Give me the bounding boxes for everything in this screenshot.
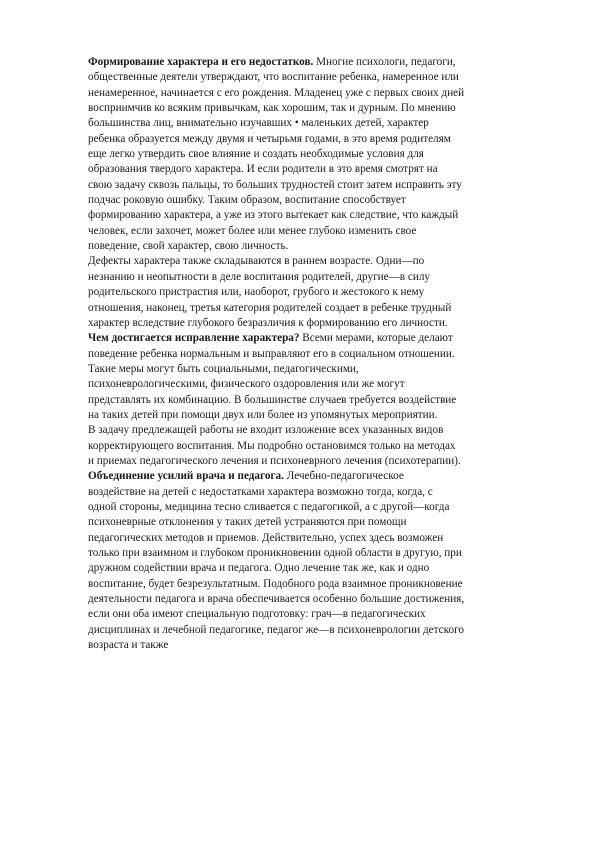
- body-text: Дефекты характера также складываются в раннем возрасте. Одни—по: [88, 255, 425, 268]
- body-text: только при взаимном и глубоком проникновении одной области в другую, при: [88, 547, 462, 559]
- body-text: воздействие на детей с недостатками характера возможно тогда, когда, с: [88, 485, 433, 498]
- body-text: образования твердого характера. И если родители в это время смотрят на: [88, 163, 438, 176]
- body-text: на таких детей при помощи двух или более из упомянутых мероприятии.: [88, 408, 438, 421]
- body-text: психоневрные отклонения у таких детей устраняются при помощи: [88, 516, 407, 529]
- text-line: [88, 377, 558, 392]
- text-line: [88, 193, 558, 208]
- text-line: [88, 270, 558, 285]
- text-line: [88, 423, 558, 438]
- body-text: еще легко утвердить свое влияние и создать необходимые условия для: [88, 148, 424, 161]
- body-text: формированию характера, а уже из этого вытекает как следствие, что каждый: [88, 209, 459, 222]
- text-line: [88, 439, 558, 454]
- text-line: [88, 70, 558, 85]
- bold-heading-text: Объединение усилий врача и педагога.: [88, 470, 284, 483]
- text-line: [88, 638, 558, 653]
- text-line: [88, 254, 558, 269]
- body-text: человек, если захочет, может более или менее глубоко изменить свое: [88, 224, 417, 237]
- body-text: дисциплинах и лечебной педагогике, педагог же—в психоневрологии детского: [88, 623, 464, 636]
- body-text: характер вследствие глубокого безразличия к формированию его личности.: [88, 316, 448, 329]
- body-text: воспитание, будет безрезультатным. Подобного рода взаимное проникновение: [88, 577, 463, 590]
- body-text: ненамеренное, начинается с его рождения. Младенец уже с первых своих дней: [88, 86, 465, 99]
- body-text: родительского пристрастия или, наоборот, грубого и жестокого к нему: [88, 286, 425, 299]
- text-line: [88, 531, 558, 546]
- text-line: [88, 362, 558, 377]
- text-line: [88, 224, 558, 239]
- body-text: Такие меры могут быть социальными, педагогическими,: [88, 362, 359, 375]
- body-text: представлять их комбинацию. В большинстве случаев требуется воздействие: [88, 393, 457, 406]
- body-text: свою задачу сквозь пальцы, то больших трудностей стоит затем исправить эту: [88, 178, 462, 191]
- body-text: большинства лиц, внимательно изучавших • маленьких детей, характер: [88, 117, 429, 130]
- text-line: [88, 101, 558, 116]
- text-line: [88, 316, 558, 331]
- body-text: Всеми мерами, которые делают: [299, 332, 453, 345]
- text-line: [88, 132, 558, 147]
- text-line: [88, 86, 558, 101]
- body-text: незнанию и неопытности в деле воспитания родителей, другие—в силу: [88, 270, 431, 283]
- text-line: [88, 55, 558, 70]
- text-line: [88, 469, 558, 484]
- text-line: [88, 592, 558, 607]
- bold-heading-text: Чем достигается исправление характера?: [88, 332, 300, 345]
- body-text: возраста и также: [88, 639, 169, 652]
- body-text: общественные деятели утверждают, что воспитание ребенка, намеренное или: [88, 71, 459, 84]
- text-line: [88, 515, 558, 530]
- text-line: [88, 454, 558, 469]
- text-line: [88, 408, 558, 423]
- text-line: [88, 301, 558, 316]
- text-line: [88, 239, 558, 254]
- body-text: дружном содействии врача и педагога. Одно лечение так же, как и одно: [88, 562, 430, 575]
- body-text: Многие психологи, педагоги,: [313, 56, 456, 68]
- paragraph: [88, 331, 558, 423]
- text-line: [88, 116, 558, 131]
- body-text: поведение, свой характер, свою личность.: [88, 240, 289, 253]
- text-line: [88, 500, 558, 515]
- body-text: психоневрологическими, физического оздоровления или же могут: [88, 378, 405, 391]
- text-line: [88, 147, 558, 162]
- body-text: корректирующего воспитания. Мы подробно остановимся только на методах: [88, 439, 456, 452]
- text-line: [88, 331, 558, 346]
- body-text: подчас роковую ошибку. Таким образом, воспитание способствует: [88, 194, 406, 207]
- text-line: [88, 546, 558, 561]
- text-line: [88, 607, 558, 622]
- body-text: Лечебно-педагогическое: [283, 470, 404, 483]
- body-text: педагогических методов и приемов. Действительно, успех здесь возможен: [88, 531, 444, 544]
- body-text: ребенка образуется между двумя и четырьмя годами, в это время родителям: [88, 132, 451, 145]
- body-text: В задачу предлежащей работы не входит изложение всех указанных видов: [88, 424, 444, 437]
- body-text: и приемах педагогического лечения и психоневрного лечения (психотерапии).: [88, 454, 461, 467]
- paragraph: [88, 423, 558, 469]
- text-line: [88, 162, 558, 177]
- text-line: [88, 393, 558, 408]
- document-page: [88, 55, 558, 653]
- text-line: [88, 561, 558, 576]
- paragraph: [88, 469, 558, 653]
- paragraph: [88, 254, 558, 331]
- body-text: отношения, наконец, третья категория родителей создает в ребенке трудный: [88, 301, 452, 314]
- body-text: если они оба имеют специальную подготовку: грач—в педагогических: [88, 608, 426, 621]
- body-text: деятельности педагога и врача обеспечивается особенно большие достижения,: [88, 593, 465, 606]
- text-line: [88, 178, 558, 193]
- text-line: [88, 623, 558, 638]
- paragraph: [88, 55, 558, 254]
- text-line: [88, 208, 558, 223]
- text-line: [88, 485, 558, 500]
- text-line: [88, 347, 558, 362]
- text-line: [88, 577, 558, 592]
- body-text: восприимчив ко всяким привычкам, как хорошим, так и дурным. По мнению: [88, 102, 456, 115]
- text-line: [88, 285, 558, 300]
- body-text: одной стороны, медицина тесно сливается с педагогикой, а с другой—когда: [88, 500, 450, 513]
- body-text: поведение ребенка нормальным и выправляют его в социальном отношении.: [88, 347, 455, 360]
- bold-heading-text: Формирование характера и его недостатков.: [88, 56, 314, 68]
